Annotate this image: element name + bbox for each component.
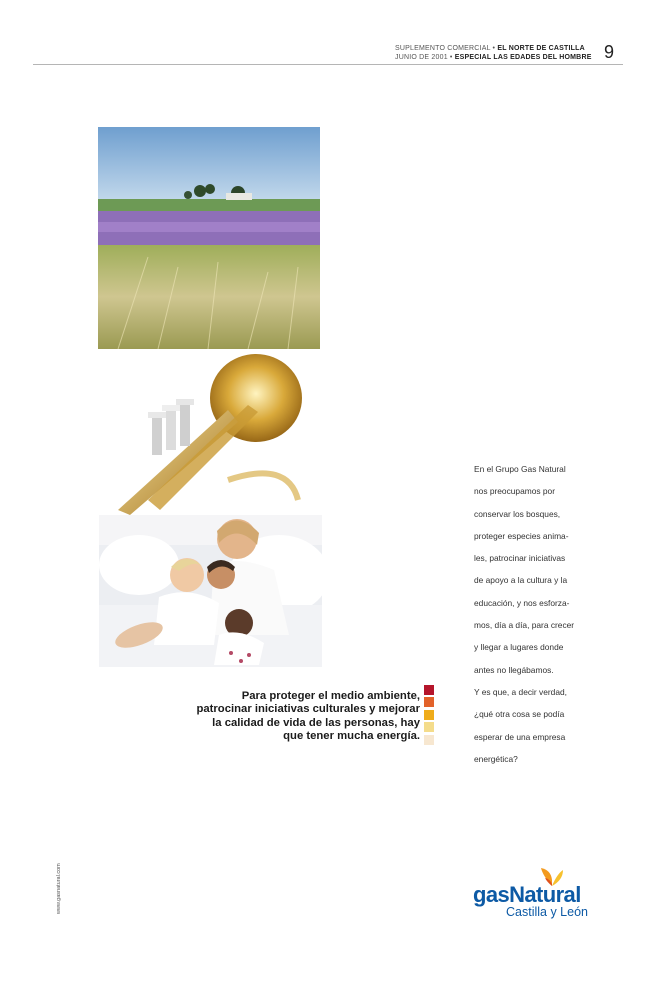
body-line: nos preocupamos por [474,486,556,497]
logo-natural-text: Natural [509,882,581,907]
swatch-red [424,685,434,695]
gas-natural-logo [469,864,599,924]
body-line: energética? [474,753,518,764]
body-line: mos, día a día, para crecer [474,620,575,631]
body-line: ¿qué otra cosa se podía [474,709,565,720]
headline-line: patrocinar iniciativas culturales y mejorar [196,703,420,716]
swatch-yellow [424,710,434,720]
headline [150,690,420,743]
header-date: JUNIO DE 2001 • [395,54,453,61]
trumpet-photo [108,350,320,515]
body-paragraph [474,458,584,770]
body-line: Y es que, a decir verdad, [474,686,567,697]
body-line: educación, y nos esforza- [474,597,570,608]
header-line-1 [395,44,585,53]
color-swatches [424,685,434,747]
body-line: antes no llegábamos. [474,664,554,675]
swatch-pale-yellow [424,722,434,732]
body-line: esperar de una empresa [474,731,566,742]
body-line: En el Grupo Gas Natural [474,464,566,474]
family-photo [99,515,322,667]
body-line: les, patrocinar iniciativas [474,553,566,564]
body-line: de apoyo a la cultura y la [474,575,568,586]
header-line-2 [395,53,592,62]
headline-line: que tener mucha energía. [283,729,420,742]
field-photo [98,127,320,349]
website-url: www.gasnatural.com [56,863,62,914]
header-special: ESPECIAL LAS EDADES DEL HOMBRE [454,54,592,61]
body-line: y llegar a lugares donde [474,642,564,653]
header-newspaper: EL NORTE DE CASTILLA [497,45,585,52]
header-rule [33,64,623,65]
body-line: proteger especies anima- [474,530,569,541]
swatch-cream [424,735,434,745]
page-number: 9 [604,42,615,62]
headline-line: la calidad de vida de las personas, hay [212,716,420,729]
logo-subtitle: Castilla y León [506,905,588,919]
body-line: conservar los bosques, [474,508,561,519]
running-header [395,44,592,62]
header-supplement: SUPLEMENTO COMERCIAL • [395,45,496,52]
logo-gas-text: gas [473,882,510,907]
swatch-orange [424,697,434,707]
headline-line: Para proteger el medio ambiente, [241,690,420,702]
